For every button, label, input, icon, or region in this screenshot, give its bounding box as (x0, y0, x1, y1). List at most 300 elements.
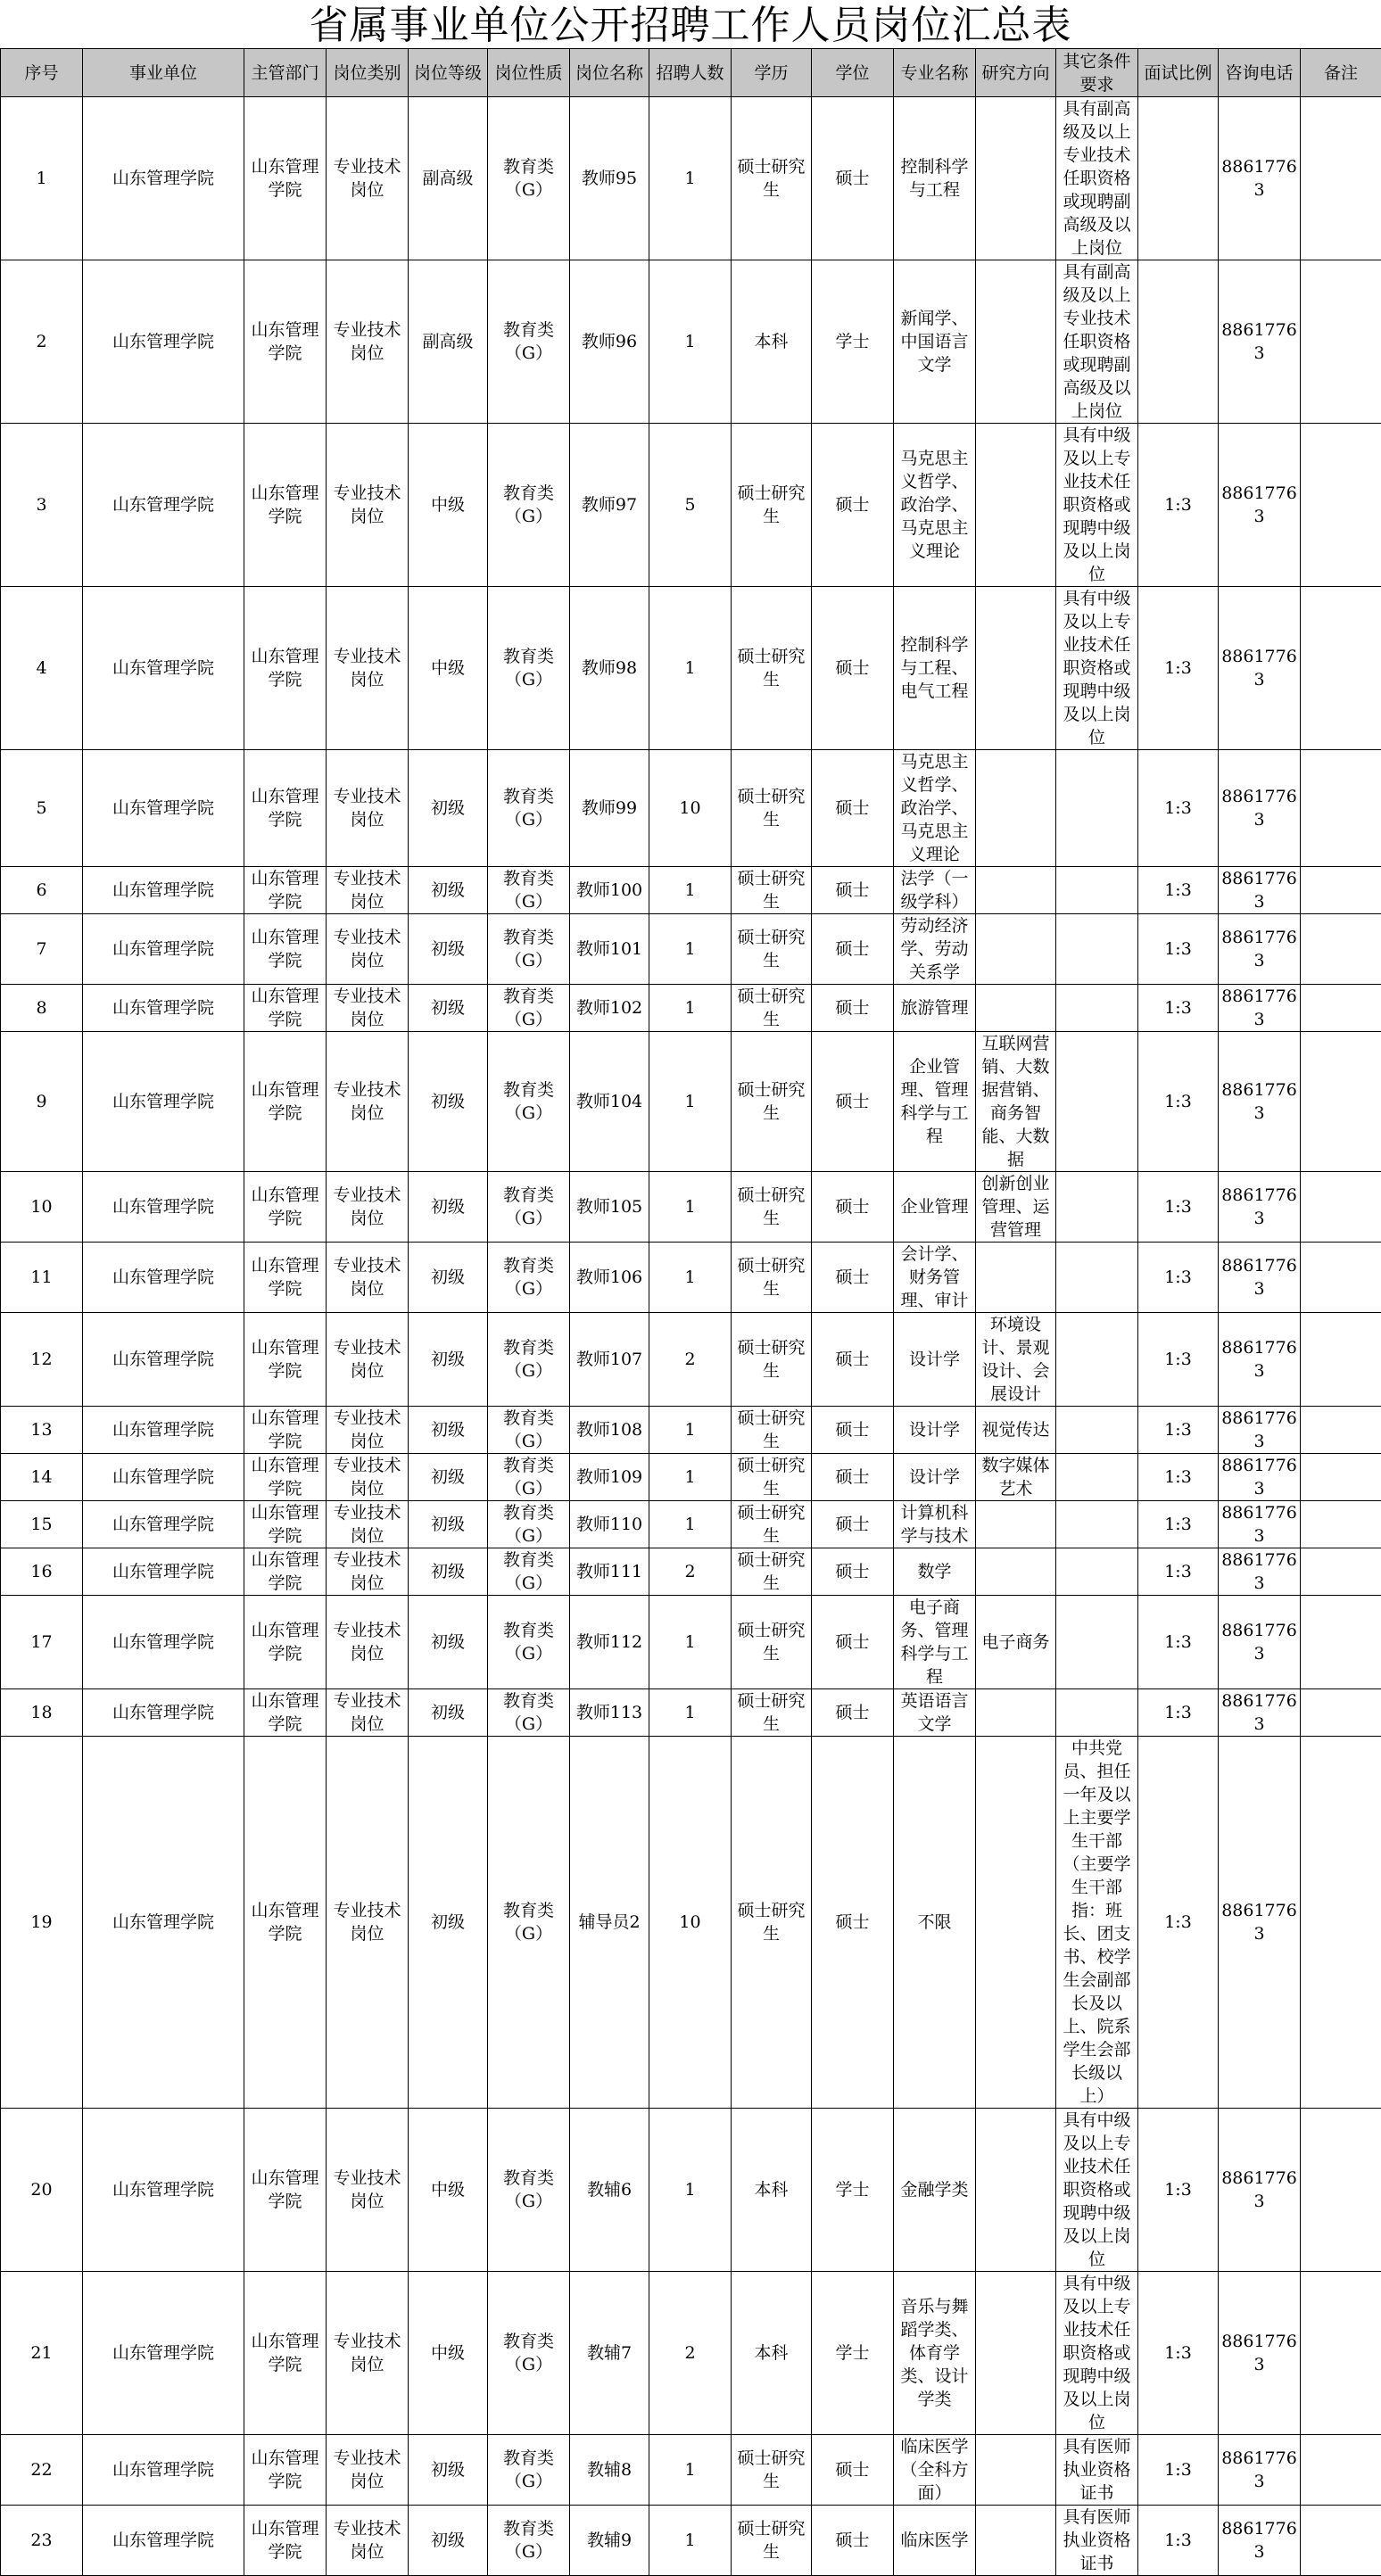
cell-post-level: 中级 (409, 424, 488, 587)
cell-unit-name: 山东管理学院 (83, 985, 244, 1032)
cell-post-name: 教师105 (570, 1172, 649, 1243)
cell-post-level: 初级 (409, 1737, 488, 2109)
cell-interview-ratio: 1:3 (1138, 1313, 1219, 1407)
cell-interview-ratio: 1:3 (1138, 1737, 1219, 2109)
cell-post-level: 初级 (409, 1454, 488, 1501)
cell-recruit-count: 2 (649, 1313, 732, 1407)
cell-phone: 88617763 (1219, 1689, 1301, 1737)
cell-interview-ratio: 1:3 (1138, 2272, 1219, 2435)
col-header: 序号 (1, 49, 83, 97)
cell-major: 控制科学与工程、电气工程 (894, 587, 976, 750)
table-row (1, 1596, 1381, 1689)
cell-research-direction (976, 1689, 1056, 1737)
cell-post-nature: 教育类（G） (488, 1501, 570, 1548)
cell-remarks (1301, 914, 1381, 985)
cell-research-direction (976, 1243, 1056, 1313)
cell-interview-ratio: 1:3 (1138, 1243, 1219, 1313)
cell-post-nature: 教育类（G） (488, 985, 570, 1032)
cell-department: 山东管理学院 (244, 914, 327, 985)
col-header: 备注 (1301, 49, 1381, 97)
cell-degree: 硕士 (812, 1596, 894, 1689)
cell-post-nature: 教育类（G） (488, 914, 570, 985)
cell-other-requirements: 具有医师执业资格证书 (1056, 2435, 1138, 2506)
cell-unit-name: 山东管理学院 (83, 1407, 244, 1454)
cell-post-category: 专业技术岗位 (327, 914, 409, 985)
cell-department: 山东管理学院 (244, 2435, 327, 2506)
cell-post-level: 初级 (409, 1313, 488, 1407)
cell-department: 山东管理学院 (244, 1454, 327, 1501)
cell-row-number: 23 (1, 2506, 83, 2576)
cell-unit-name: 山东管理学院 (83, 867, 244, 914)
cell-row-number: 2 (1, 260, 83, 424)
cell-research-direction (976, 1548, 1056, 1596)
cell-research-direction (976, 2506, 1056, 2576)
cell-degree: 硕士 (812, 424, 894, 587)
cell-other-requirements (1056, 1548, 1138, 1596)
cell-recruit-count: 2 (649, 1548, 732, 1596)
cell-interview-ratio: 1:3 (1138, 1172, 1219, 1243)
cell-education: 硕士研究生 (732, 2435, 812, 2506)
cell-recruit-count: 1 (649, 2435, 732, 2506)
table-row (1, 2109, 1381, 2272)
cell-other-requirements (1056, 1243, 1138, 1313)
cell-major: 临床医学（全科方面） (894, 2435, 976, 2506)
cell-row-number: 22 (1, 2435, 83, 2506)
cell-row-number: 15 (1, 1501, 83, 1548)
cell-research-direction (976, 750, 1056, 867)
cell-degree: 硕士 (812, 1313, 894, 1407)
cell-post-category: 专业技术岗位 (327, 587, 409, 750)
cell-recruit-count: 5 (649, 424, 732, 587)
table-row (1, 750, 1381, 867)
cell-interview-ratio: 1:3 (1138, 1689, 1219, 1737)
cell-department: 山东管理学院 (244, 1596, 327, 1689)
cell-row-number: 8 (1, 985, 83, 1032)
cell-recruit-count: 1 (649, 97, 732, 260)
cell-major: 新闻学、中国语言文学 (894, 260, 976, 424)
cell-major: 设计学 (894, 1454, 976, 1501)
cell-post-level: 中级 (409, 587, 488, 750)
col-header: 主管部门 (244, 49, 327, 97)
cell-phone: 88617763 (1219, 1243, 1301, 1313)
cell-major: 控制科学与工程 (894, 97, 976, 260)
cell-education: 硕士研究生 (732, 985, 812, 1032)
cell-row-number: 1 (1, 97, 83, 260)
cell-post-name: 教师100 (570, 867, 649, 914)
cell-degree: 硕士 (812, 867, 894, 914)
cell-research-direction (976, 424, 1056, 587)
cell-post-category: 专业技术岗位 (327, 2435, 409, 2506)
cell-phone: 88617763 (1219, 587, 1301, 750)
cell-remarks (1301, 1596, 1381, 1689)
cell-row-number: 12 (1, 1313, 83, 1407)
cell-recruit-count: 1 (649, 1689, 732, 1737)
cell-major: 法学（一级学科） (894, 867, 976, 914)
cell-research-direction (976, 914, 1056, 985)
cell-post-name: 教师106 (570, 1243, 649, 1313)
cell-row-number: 18 (1, 1689, 83, 1737)
cell-major: 马克思主义哲学、政治学、马克思主义理论 (894, 424, 976, 587)
cell-recruit-count: 1 (649, 2109, 732, 2272)
cell-interview-ratio: 1:3 (1138, 1407, 1219, 1454)
cell-degree: 硕士 (812, 1548, 894, 1596)
cell-major: 金融学类 (894, 2109, 976, 2272)
cell-phone: 88617763 (1219, 914, 1301, 985)
cell-post-category: 专业技术岗位 (327, 260, 409, 424)
cell-degree: 硕士 (812, 1501, 894, 1548)
table-row (1, 2435, 1381, 2506)
cell-department: 山东管理学院 (244, 750, 327, 867)
col-header: 学历 (732, 49, 812, 97)
cell-interview-ratio: 1:3 (1138, 1596, 1219, 1689)
cell-row-number: 13 (1, 1407, 83, 1454)
cell-department: 山东管理学院 (244, 260, 327, 424)
cell-row-number: 10 (1, 1172, 83, 1243)
cell-remarks (1301, 1407, 1381, 1454)
col-header: 专业名称 (894, 49, 976, 97)
cell-department: 山东管理学院 (244, 1243, 327, 1313)
cell-degree: 硕士 (812, 2435, 894, 2506)
cell-degree: 硕士 (812, 985, 894, 1032)
col-header: 招聘人数 (649, 49, 732, 97)
cell-unit-name: 山东管理学院 (83, 1243, 244, 1313)
cell-post-level: 初级 (409, 1548, 488, 1596)
cell-research-direction (976, 97, 1056, 260)
cell-major: 会计学、财务管理、审计 (894, 1243, 976, 1313)
cell-department: 山东管理学院 (244, 1032, 327, 1172)
cell-other-requirements (1056, 750, 1138, 867)
cell-recruit-count: 1 (649, 1407, 732, 1454)
job-summary-table (0, 48, 1381, 2576)
cell-post-level: 初级 (409, 2435, 488, 2506)
cell-row-number: 19 (1, 1737, 83, 2109)
cell-interview-ratio: 1:3 (1138, 424, 1219, 587)
cell-post-nature: 教育类（G） (488, 587, 570, 750)
cell-department: 山东管理学院 (244, 1172, 327, 1243)
cell-post-name: 教师110 (570, 1501, 649, 1548)
cell-degree: 硕士 (812, 1172, 894, 1243)
cell-post-level: 副高级 (409, 260, 488, 424)
cell-post-name: 教师104 (570, 1032, 649, 1172)
cell-education: 硕士研究生 (732, 867, 812, 914)
cell-research-direction (976, 1501, 1056, 1548)
cell-post-nature: 教育类（G） (488, 260, 570, 424)
cell-major: 设计学 (894, 1313, 976, 1407)
cell-major: 企业管理、管理科学与工程 (894, 1032, 976, 1172)
cell-unit-name: 山东管理学院 (83, 424, 244, 587)
cell-post-category: 专业技术岗位 (327, 2506, 409, 2576)
cell-research-direction (976, 2435, 1056, 2506)
cell-research-direction: 互联网营销、大数据营销、商务智能、大数据 (976, 1032, 1056, 1172)
cell-row-number: 20 (1, 2109, 83, 2272)
cell-unit-name: 山东管理学院 (83, 750, 244, 867)
cell-major: 不限 (894, 1737, 976, 2109)
cell-other-requirements (1056, 985, 1138, 1032)
cell-unit-name: 山东管理学院 (83, 587, 244, 750)
cell-degree: 硕士 (812, 1032, 894, 1172)
cell-row-number: 7 (1, 914, 83, 985)
cell-department: 山东管理学院 (244, 1407, 327, 1454)
col-header: 岗位等级 (409, 49, 488, 97)
cell-post-name: 教师97 (570, 424, 649, 587)
cell-recruit-count: 1 (649, 1032, 732, 1172)
cell-department: 山东管理学院 (244, 1548, 327, 1596)
cell-education: 硕士研究生 (732, 1548, 812, 1596)
table-row (1, 2506, 1381, 2576)
cell-major: 数学 (894, 1548, 976, 1596)
cell-education: 硕士研究生 (732, 1501, 812, 1548)
cell-department: 山东管理学院 (244, 2109, 327, 2272)
cell-degree: 学士 (812, 2109, 894, 2272)
cell-education: 本科 (732, 260, 812, 424)
page-title: 省属事业单位公开招聘工作人员岗位汇总表 (0, 0, 1381, 48)
cell-post-name: 教师108 (570, 1407, 649, 1454)
cell-post-name: 教辅9 (570, 2506, 649, 2576)
cell-post-category: 专业技术岗位 (327, 1172, 409, 1243)
cell-remarks (1301, 985, 1381, 1032)
cell-major: 临床医学 (894, 2506, 976, 2576)
cell-degree: 硕士 (812, 1737, 894, 2109)
cell-post-nature: 教育类（G） (488, 2435, 570, 2506)
cell-remarks (1301, 2435, 1381, 2506)
cell-post-name: 教师111 (570, 1548, 649, 1596)
cell-phone: 88617763 (1219, 1032, 1301, 1172)
cell-other-requirements (1056, 1596, 1138, 1689)
table-row (1, 260, 1381, 424)
cell-major: 旅游管理 (894, 985, 976, 1032)
cell-research-direction: 视觉传达 (976, 1407, 1056, 1454)
cell-row-number: 6 (1, 867, 83, 914)
cell-post-nature: 教育类（G） (488, 867, 570, 914)
table-row (1, 1032, 1381, 1172)
cell-interview-ratio: 1:3 (1138, 1454, 1219, 1501)
cell-interview-ratio: 1:3 (1138, 1032, 1219, 1172)
cell-post-category: 专业技术岗位 (327, 424, 409, 587)
cell-research-direction: 电子商务 (976, 1596, 1056, 1689)
cell-phone: 88617763 (1219, 2109, 1301, 2272)
table-row (1, 97, 1381, 260)
cell-post-nature: 教育类（G） (488, 1689, 570, 1737)
cell-phone: 88617763 (1219, 2506, 1301, 2576)
cell-degree: 硕士 (812, 1454, 894, 1501)
cell-department: 山东管理学院 (244, 1737, 327, 2109)
cell-post-nature: 教育类（G） (488, 424, 570, 587)
cell-phone: 88617763 (1219, 867, 1301, 914)
cell-remarks (1301, 1737, 1381, 2109)
cell-phone: 88617763 (1219, 424, 1301, 587)
cell-post-level: 初级 (409, 1689, 488, 1737)
cell-post-category: 专业技术岗位 (327, 2272, 409, 2435)
cell-research-direction (976, 1737, 1056, 2109)
cell-post-name: 教师96 (570, 260, 649, 424)
cell-department: 山东管理学院 (244, 2272, 327, 2435)
cell-phone: 88617763 (1219, 1172, 1301, 1243)
cell-row-number: 14 (1, 1454, 83, 1501)
cell-post-nature: 教育类（G） (488, 1032, 570, 1172)
cell-research-direction: 创新创业管理、运营管理 (976, 1172, 1056, 1243)
cell-post-name: 教师109 (570, 1454, 649, 1501)
cell-interview-ratio: 1:3 (1138, 587, 1219, 750)
cell-unit-name: 山东管理学院 (83, 1032, 244, 1172)
cell-row-number: 4 (1, 587, 83, 750)
table-row (1, 1407, 1381, 1454)
cell-education: 硕士研究生 (732, 1243, 812, 1313)
cell-recruit-count: 1 (649, 985, 732, 1032)
col-header: 事业单位 (83, 49, 244, 97)
cell-remarks (1301, 260, 1381, 424)
cell-unit-name: 山东管理学院 (83, 1548, 244, 1596)
cell-post-category: 专业技术岗位 (327, 1596, 409, 1689)
cell-post-category: 专业技术岗位 (327, 1407, 409, 1454)
cell-phone: 88617763 (1219, 1501, 1301, 1548)
cell-major: 企业管理 (894, 1172, 976, 1243)
cell-unit-name: 山东管理学院 (83, 2506, 244, 2576)
cell-post-category: 专业技术岗位 (327, 1737, 409, 2109)
table-row (1, 914, 1381, 985)
cell-post-name: 教师107 (570, 1313, 649, 1407)
cell-post-level: 初级 (409, 1243, 488, 1313)
cell-remarks (1301, 1689, 1381, 1737)
cell-recruit-count: 2 (649, 2272, 732, 2435)
cell-post-category: 专业技术岗位 (327, 1689, 409, 1737)
cell-row-number: 16 (1, 1548, 83, 1596)
table-row (1, 1689, 1381, 1737)
cell-education: 硕士研究生 (732, 97, 812, 260)
cell-remarks (1301, 2109, 1381, 2272)
cell-other-requirements: 具有中级及以上专业技术任职资格或现聘中级及以上岗位 (1056, 2109, 1138, 2272)
cell-post-nature: 教育类（G） (488, 1737, 570, 2109)
cell-department: 山东管理学院 (244, 985, 327, 1032)
cell-remarks (1301, 1548, 1381, 1596)
cell-interview-ratio: 1:3 (1138, 1501, 1219, 1548)
cell-phone: 88617763 (1219, 1548, 1301, 1596)
cell-education: 硕士研究生 (732, 424, 812, 587)
cell-post-nature: 教育类（G） (488, 1313, 570, 1407)
cell-recruit-count: 1 (649, 1243, 732, 1313)
cell-other-requirements (1056, 867, 1138, 914)
cell-row-number: 17 (1, 1596, 83, 1689)
cell-interview-ratio: 1:3 (1138, 867, 1219, 914)
cell-phone: 88617763 (1219, 260, 1301, 424)
cell-unit-name: 山东管理学院 (83, 97, 244, 260)
cell-research-direction: 数字媒体艺术 (976, 1454, 1056, 1501)
cell-post-nature: 教育类（G） (488, 750, 570, 867)
cell-research-direction (976, 260, 1056, 424)
cell-remarks (1301, 1501, 1381, 1548)
cell-post-category: 专业技术岗位 (327, 1501, 409, 1548)
cell-unit-name: 山东管理学院 (83, 2272, 244, 2435)
cell-interview-ratio (1138, 260, 1219, 424)
table-row (1, 1243, 1381, 1313)
cell-recruit-count: 1 (649, 587, 732, 750)
cell-post-nature: 教育类（G） (488, 1596, 570, 1689)
cell-major: 电子商务、管理科学与工程 (894, 1596, 976, 1689)
cell-degree: 硕士 (812, 914, 894, 985)
cell-post-category: 专业技术岗位 (327, 750, 409, 867)
cell-recruit-count: 1 (649, 867, 732, 914)
cell-degree: 硕士 (812, 97, 894, 260)
cell-education: 硕士研究生 (732, 1737, 812, 2109)
cell-unit-name: 山东管理学院 (83, 2109, 244, 2272)
cell-recruit-count: 1 (649, 1454, 732, 1501)
cell-degree: 学士 (812, 260, 894, 424)
cell-education: 硕士研究生 (732, 1689, 812, 1737)
cell-department: 山东管理学院 (244, 867, 327, 914)
cell-degree: 硕士 (812, 1243, 894, 1313)
cell-interview-ratio: 1:3 (1138, 750, 1219, 867)
cell-phone: 88617763 (1219, 2272, 1301, 2435)
cell-unit-name: 山东管理学院 (83, 1454, 244, 1501)
cell-remarks (1301, 1172, 1381, 1243)
table-row (1, 1454, 1381, 1501)
cell-other-requirements: 具有中级及以上专业技术任职资格或现聘中级及以上岗位 (1056, 2272, 1138, 2435)
cell-unit-name: 山东管理学院 (83, 260, 244, 424)
cell-post-name: 教辅7 (570, 2272, 649, 2435)
table-row (1, 1501, 1381, 1548)
cell-remarks (1301, 424, 1381, 587)
cell-row-number: 9 (1, 1032, 83, 1172)
table-row (1, 424, 1381, 587)
cell-department: 山东管理学院 (244, 97, 327, 260)
cell-department: 山东管理学院 (244, 587, 327, 750)
cell-degree: 学士 (812, 2272, 894, 2435)
cell-post-level: 副高级 (409, 97, 488, 260)
cell-major: 计算机科学与技术 (894, 1501, 976, 1548)
cell-post-category: 专业技术岗位 (327, 1243, 409, 1313)
cell-degree: 硕士 (812, 1407, 894, 1454)
cell-other-requirements: 具有医师执业资格证书 (1056, 2506, 1138, 2576)
cell-other-requirements: 具有中级及以上专业技术任职资格或现聘中级及以上岗位 (1056, 424, 1138, 587)
cell-phone: 88617763 (1219, 1407, 1301, 1454)
cell-education: 硕士研究生 (732, 1172, 812, 1243)
cell-post-name: 教师112 (570, 1596, 649, 1689)
cell-phone: 88617763 (1219, 1313, 1301, 1407)
table-row (1, 1548, 1381, 1596)
cell-post-name: 教师101 (570, 914, 649, 985)
cell-post-nature: 教育类（G） (488, 2109, 570, 2272)
cell-unit-name: 山东管理学院 (83, 1172, 244, 1243)
table-row (1, 587, 1381, 750)
cell-education: 硕士研究生 (732, 914, 812, 985)
cell-recruit-count: 1 (649, 1501, 732, 1548)
col-header: 咨询电话 (1219, 49, 1301, 97)
cell-unit-name: 山东管理学院 (83, 1689, 244, 1737)
cell-other-requirements (1056, 1032, 1138, 1172)
cell-post-nature: 教育类（G） (488, 2272, 570, 2435)
cell-phone: 88617763 (1219, 1454, 1301, 1501)
cell-remarks (1301, 1032, 1381, 1172)
cell-row-number: 5 (1, 750, 83, 867)
cell-interview-ratio: 1:3 (1138, 2435, 1219, 2506)
col-header: 岗位名称 (570, 49, 649, 97)
cell-post-category: 专业技术岗位 (327, 1454, 409, 1501)
cell-interview-ratio: 1:3 (1138, 985, 1219, 1032)
cell-post-level: 初级 (409, 2506, 488, 2576)
cell-phone: 88617763 (1219, 1596, 1301, 1689)
cell-post-name: 教辅6 (570, 2109, 649, 2272)
cell-interview-ratio: 1:3 (1138, 2506, 1219, 2576)
table-row (1, 2272, 1381, 2435)
cell-other-requirements: 具有副高级及以上专业技术任职资格或现聘副高级及以上岗位 (1056, 260, 1138, 424)
cell-remarks (1301, 587, 1381, 750)
cell-major: 劳动经济学、劳动关系学 (894, 914, 976, 985)
cell-other-requirements: 中共党员、担任一年及以上主要学生干部（主要学生干部指：班长、团支书、校学生会副部长及以上、院系学生会部长级以上） (1056, 1737, 1138, 2109)
cell-post-level: 初级 (409, 1407, 488, 1454)
cell-unit-name: 山东管理学院 (83, 2435, 244, 2506)
cell-remarks (1301, 750, 1381, 867)
cell-research-direction (976, 2109, 1056, 2272)
cell-post-level: 初级 (409, 1501, 488, 1548)
